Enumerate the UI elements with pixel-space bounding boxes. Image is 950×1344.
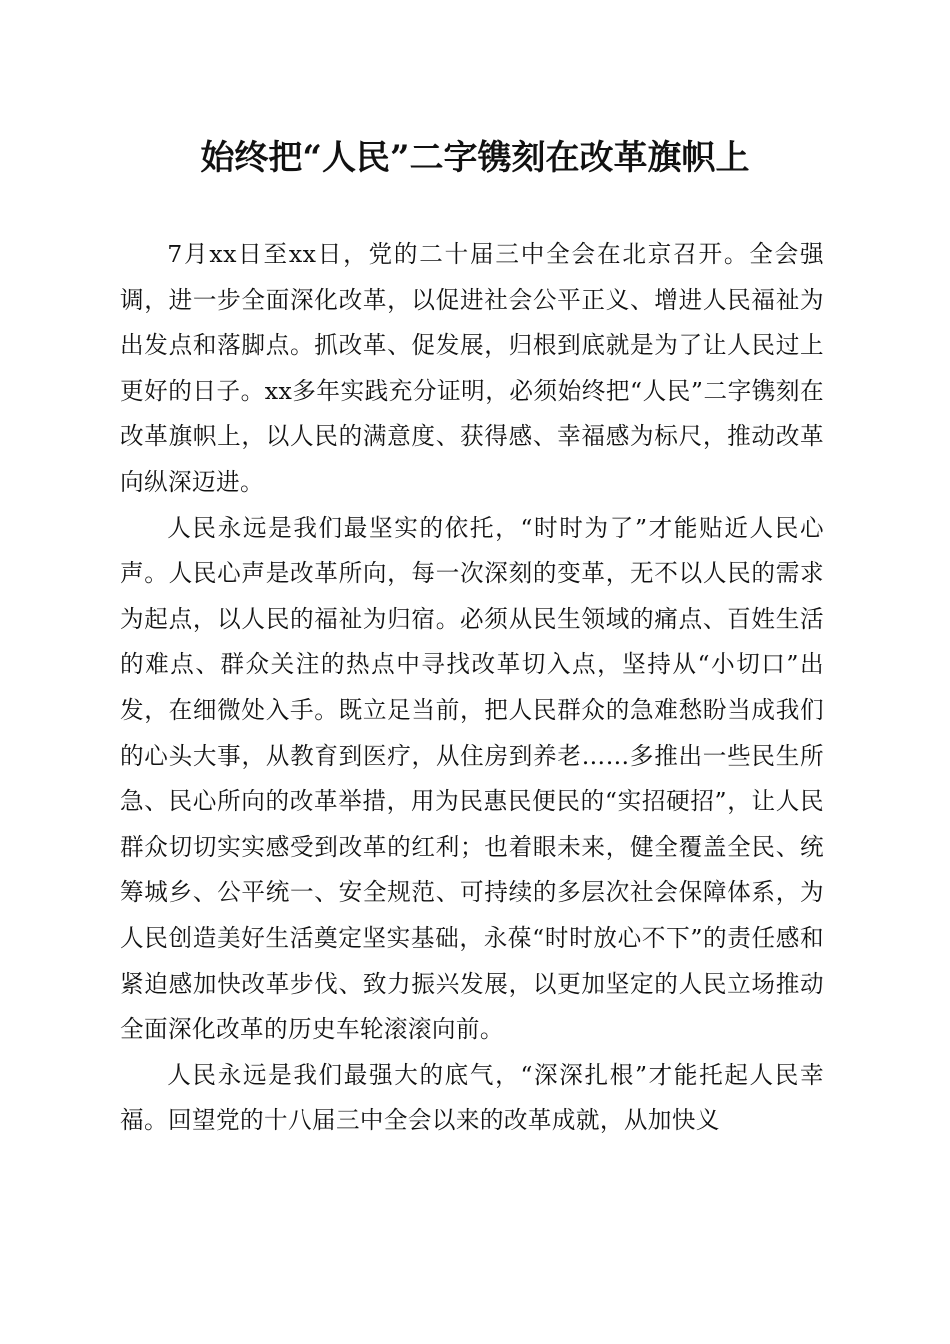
document-title: 始终把“人民”二字镌刻在改革旗帜上 xyxy=(200,138,750,178)
paragraph-2: 人民永远是我们最坚实的依托，“时时为了”才能贴近人民心声。人民心声是改革所向，每一次深刻的变革，无不以人民的需求为起点，以人民的福祉为归宿。必须从民生领域的痛点、百姓生活的难点、群众关注的热点中寻找改革切入点，坚持从“小切口”出发，在细微处入手。既立足当前，把人民群众的急难愁盼当成我们的心头大事，从教育到医疗，从住房到养老……多推出一些民生所急、民心所向的改革举措，用为民惠民便民的“实招硬招”，让人民群众切切实实感受到改革的红利；也着眼未来，健全覆盖全民、统筹城乡、公平统一、安全规范、可持续的多层次社会保障体系，为人民创造美好生活奠定坚实基础，永葆“时时放心不下”的责任感和紧迫感加快改革步伐、致力振兴发展，以更加坚定的人民立场推动全面深化改革的历史车轮滚滚向前。 xyxy=(120,513,824,1044)
paragraph-1: 7月xx日至xx日，党的二十届三中全会在北京召开。全会强调，进一步全面深化改革，以促进社会公平正义、增进人民福祉为出发点和落脚点。抓改革、促发展，归根到底就是为了让人民过上更好的日子。xx多年实践充分证明，必须始终把“人民”二字镌刻在改革旗帜上，以人民的满意度、获得感、幸福感为标尺，推动改革向纵深迈进。 xyxy=(120,240,824,496)
document-body xyxy=(120,232,824,1144)
paragraph-3: 人民永远是我们最强大的底气，“深深扎根”才能托起人民幸福。回望党的十八届三中全会以来的改革成就，从加快义 xyxy=(120,1060,824,1135)
